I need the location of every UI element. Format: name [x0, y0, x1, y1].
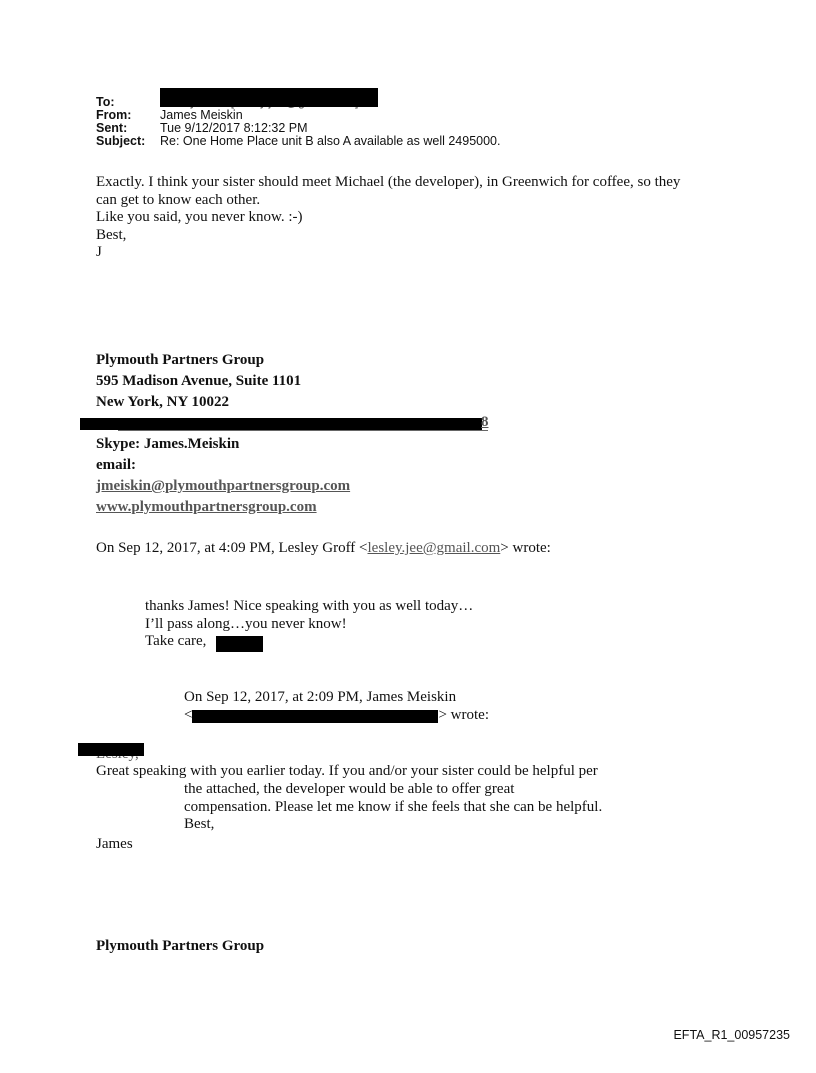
message-line: Exactly. I think your sister should meet Michael (the developer), in Greenwich for coffee, so they	[96, 174, 681, 190]
signature-company: Plymouth Partners Group	[96, 352, 265, 368]
quote2-line: compensation. Please let me know if she feels that she can be helpful.	[184, 798, 603, 815]
quote2-line: Best,	[184, 816, 215, 832]
subject-value: Re: One Home Place unit B also A available as well 2495000.	[160, 134, 501, 148]
phone-underline	[118, 430, 488, 431]
quote1-email-link[interactable]: lesley.jee@gmail.com	[367, 540, 501, 556]
signature-address2: New York, NY 10022	[96, 394, 230, 410]
from-label: From:	[96, 108, 132, 122]
to-label: To:	[96, 95, 115, 109]
redaction-bar	[192, 710, 438, 723]
redaction-bar	[160, 88, 378, 107]
quote2-company: Plymouth Partners Group	[96, 938, 265, 954]
phone-link-tail[interactable]: 8	[481, 414, 489, 430]
quote1-line: I’ll pass along…you never know!	[145, 615, 347, 632]
subject-label: Subject:	[96, 134, 146, 148]
sent-value: Tue 9/12/2017 8:12:32 PM	[160, 121, 308, 135]
quote2-intro-suffix: > wrote:	[438, 706, 489, 723]
sent-label: Sent:	[96, 121, 128, 135]
redaction-bar	[216, 636, 263, 652]
subject-row	[96, 135, 556, 148]
quote2-intro-line1: On Sep 12, 2017, at 2:09 PM, James Meiskin	[184, 689, 457, 705]
quote2-line: the attached, the developer would be able to offer great	[184, 781, 515, 797]
signature-website-link[interactable]: www.plymouthpartnersgroup.com	[96, 499, 317, 515]
signature-email-link[interactable]: jmeiskin@plymouthpartnersgroup.com	[96, 478, 351, 494]
quote1-body	[145, 598, 473, 651]
quote2-indented	[184, 781, 602, 834]
message-line: J	[96, 244, 102, 260]
quote1-line: thanks James! Nice speaking with you as well today…	[145, 598, 474, 614]
message-body	[96, 174, 680, 262]
quote2-line: Great speaking with you earlier today. If you and/or your sister could be helpful per	[96, 763, 598, 779]
document-id: EFTA_R1_00957235	[673, 1028, 790, 1042]
signature-email-label: email:	[96, 457, 136, 473]
signature-block	[96, 350, 301, 413]
quote2-name: James	[96, 836, 133, 852]
quote2-intro-open: <	[184, 706, 193, 723]
message-line: can get to know each other.	[96, 191, 261, 208]
signature-address1: 595 Madison Avenue, Suite 1101	[96, 373, 302, 389]
redaction-bar	[78, 743, 144, 756]
signature-skype: Skype: James.Meiskin	[96, 436, 240, 452]
message-line: Best,	[96, 226, 127, 243]
quote1-intro-prefix: On Sep 12, 2017, at 4:09 PM, Lesley Groff <	[96, 540, 368, 556]
message-line: Like you said, you never know. :-)	[96, 209, 303, 225]
from-value: James Meiskin	[160, 108, 243, 122]
quote1-intro	[96, 540, 551, 558]
quote1-line: Take care,	[145, 633, 207, 649]
quote1-intro-suffix: > wrote:	[500, 540, 551, 556]
signature-contact	[96, 434, 350, 518]
redaction-bar	[80, 418, 482, 430]
